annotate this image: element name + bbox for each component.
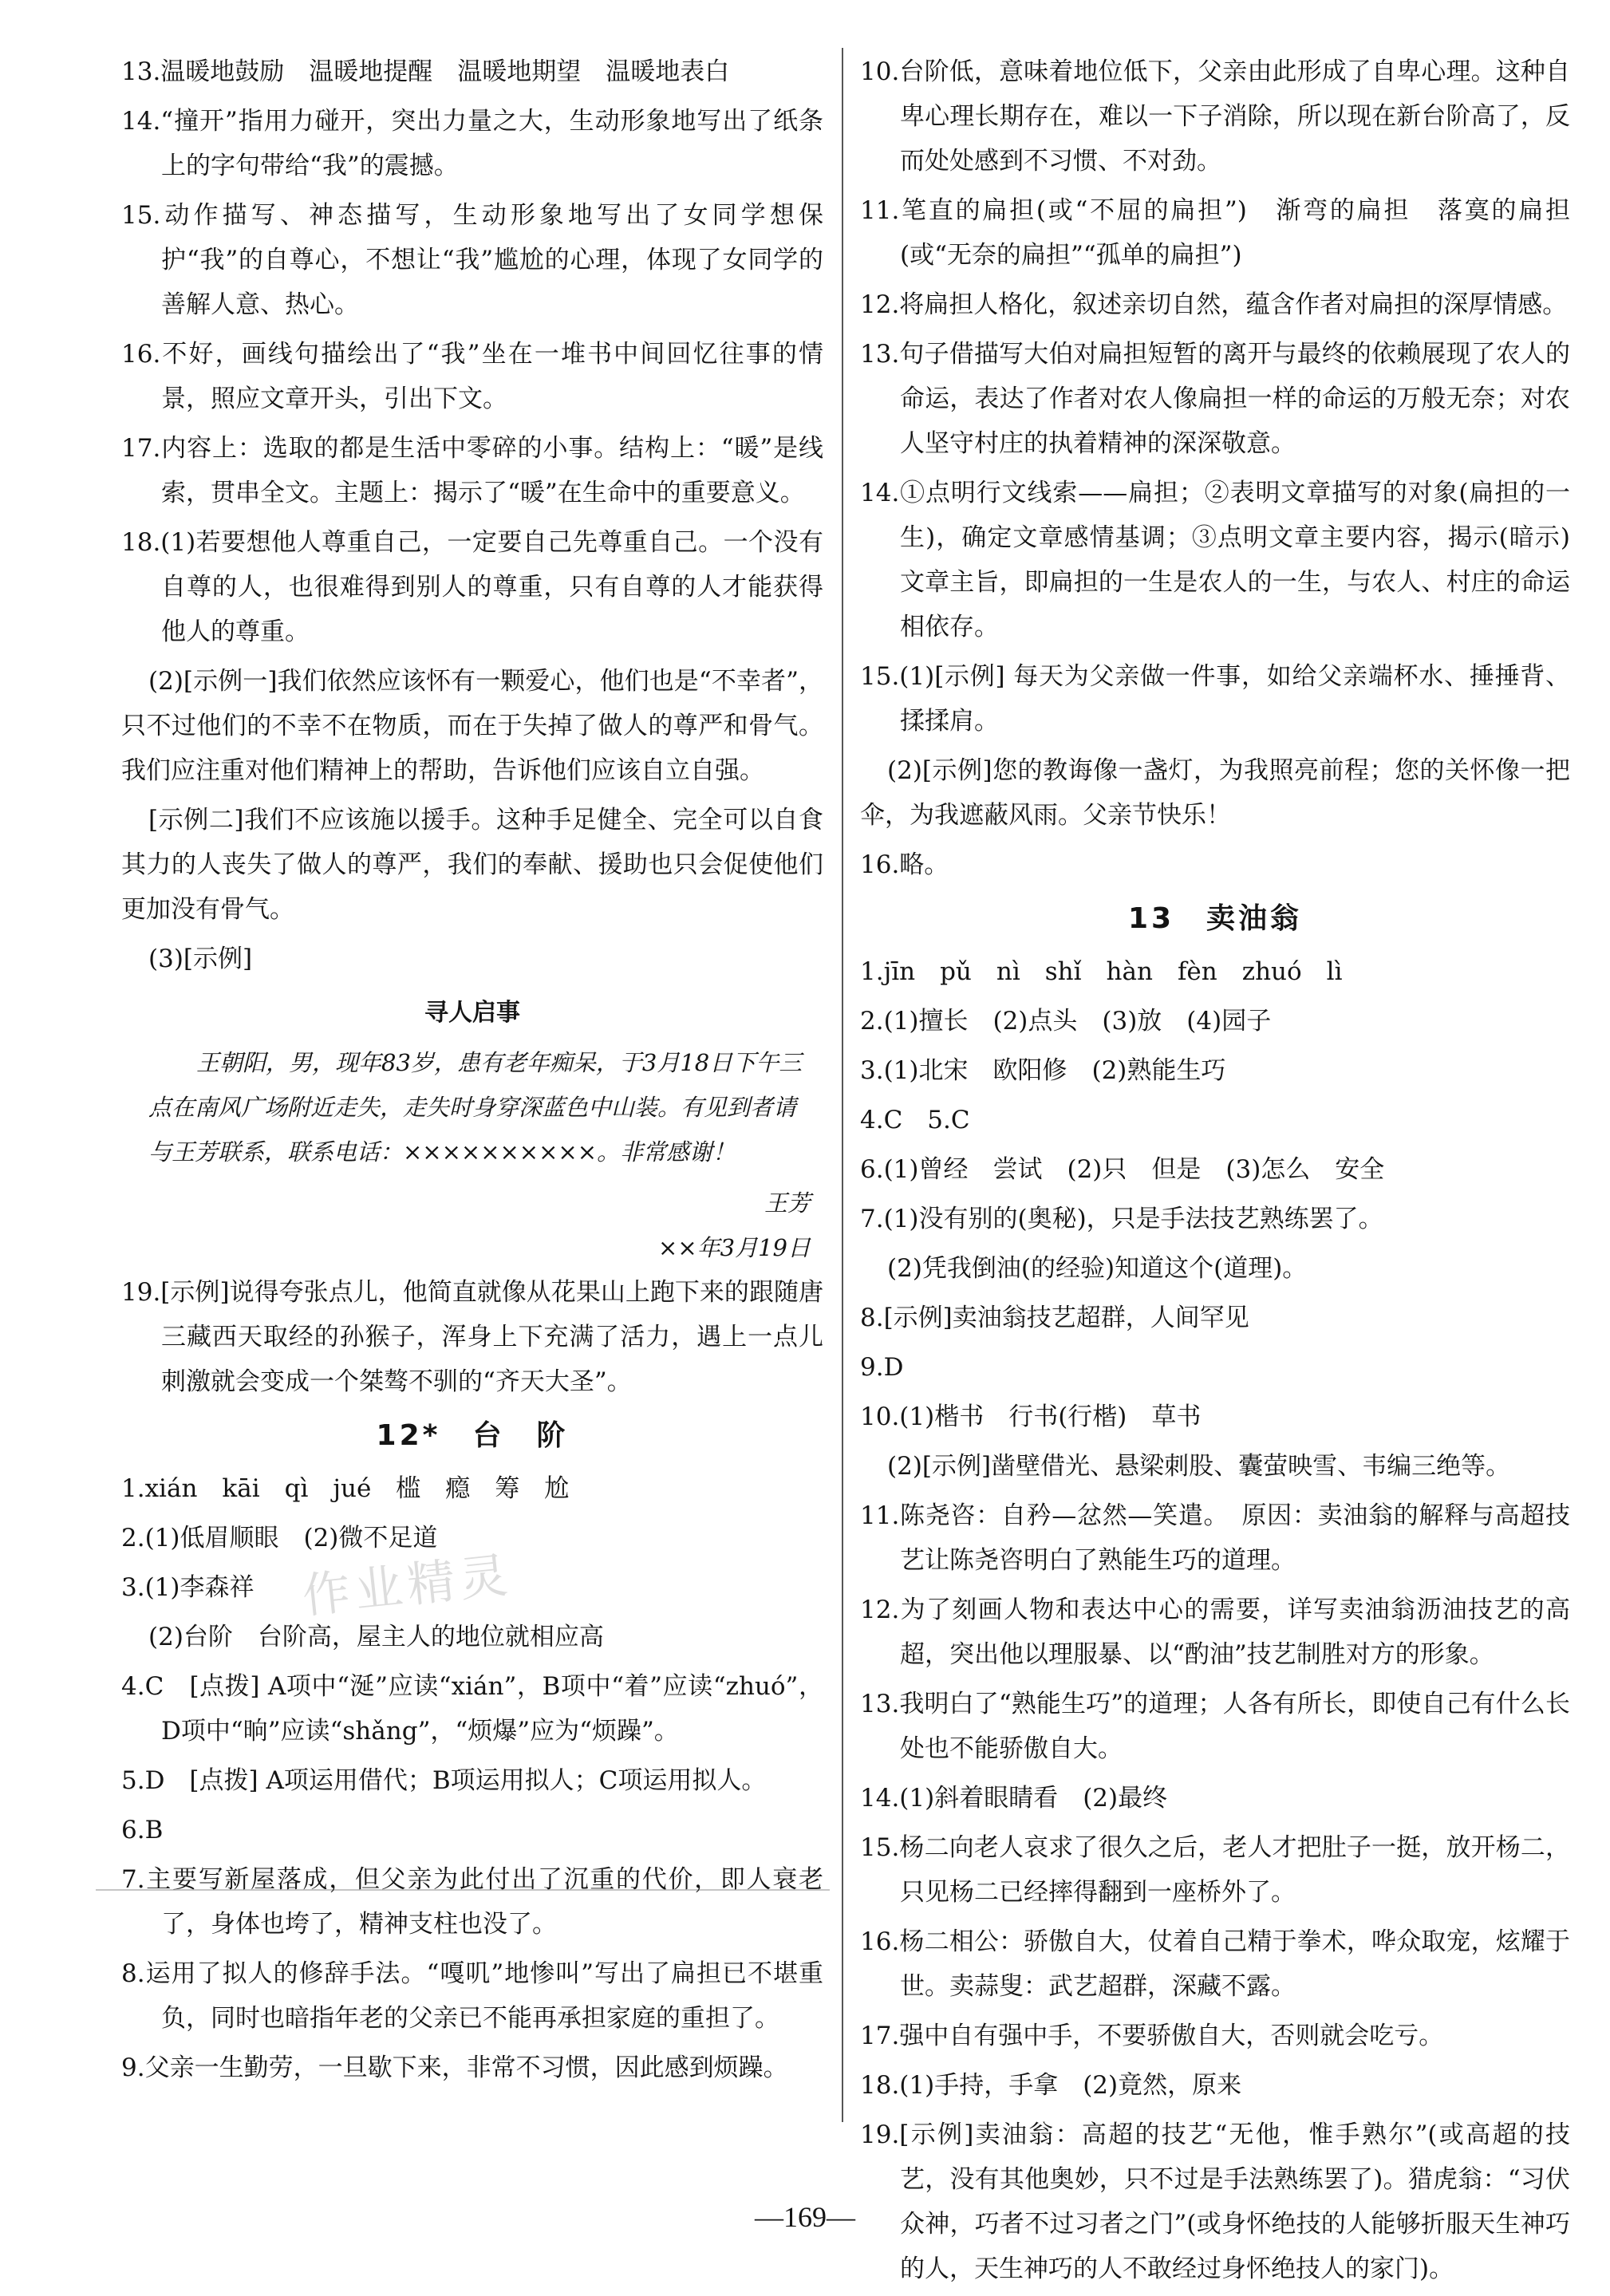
section-title: 12* 台 阶: [376, 1419, 569, 1452]
answer-item: 9.D: [860, 1353, 904, 1382]
answer-item: 2.(1)低眉顺眼 (2)微不足道: [121, 1524, 438, 1552]
answer-item: 16.不好，画线句描绘出了“我”坐在一堆书中间回忆往事的情景，照应文章开头，引出下文。: [121, 340, 823, 413]
answer-item: 6.(1)曾经 尝试 (2)只 但是 (3)怎么 安全: [860, 1155, 1385, 1184]
answer-item: 11.陈尧咨：自矜—忿然—笑遣。 原因：卖油翁的解释与高超技艺让陈尧咨明白了熟能生巧的道理。: [860, 1501, 1570, 1575]
answer-item: 12.为了刻画人物和表达中心的需要，详写卖油翁沥油技艺的高超，突出他以理服暴、以“酌油”技艺制胜对方的形象。: [860, 1596, 1570, 1669]
answer-item: 7.主要写新屋落成，但父亲为此付出了沉重的代价，即人衰老了，身体也垮了，精神支柱也没了。: [121, 1865, 823, 1939]
answer-subitem: (2)[示例一]我们依然应该怀有一颗爱心，他们也是“不幸者”，只不过他们的不幸不在物质，而在于失掉了做人的尊严和骨气。我们应注重对他们精神上的帮助，告诉他们应该自立自强。: [121, 667, 823, 785]
notice-date: ××年3月19日: [658, 1234, 811, 1261]
answer-item: 3.(1)北宋 欧阳修 (2)熟能生巧: [860, 1056, 1226, 1085]
answer-subitem: (2)[示例]您的教诲像一盏灯，为我照亮前程；您的关怀像一把伞，为我遮蔽风雨。父亲节快乐！: [860, 756, 1570, 830]
notice-signer: 王芳: [764, 1189, 811, 1217]
answer-subitem: (2)凭我倒油(的经验)知道这个(道理)。: [887, 1254, 1308, 1283]
answer-item: 8.运用了拟人的修辞手法。“嘎叽”地惨叫”写出了扁担已不堪重负，同时也暗指年老的父亲已不能再承担家庭的重担了。: [121, 1959, 823, 2033]
answer-item: 19.[示例]卖油翁：高超的技艺“无他，惟手熟尔”(或高超的技艺，没有其他奥妙，只不过是手法熟练罢了)。猎虎翁：“习伏众神，巧者不过习者之门”(或身怀绝技的人能够折服天生神巧的人，天生神巧的人不敢经过身怀绝技人的家门)。: [860, 2120, 1570, 2283]
answer-item: 15.动作描写、神态描写，生动形象地写出了女同学想保护“我”的自尊心，不想让“我”尴尬的心理，体现了女同学的善解人意、热心。: [121, 201, 823, 319]
answer-item: 13.句子借描写大伯对扁担短暂的离开与最终的依赖展现了农人的命运，表达了作者对农人像扁担一样的命运的万般无奈；对农人坚守村庄的执着精神的深深敬意。: [860, 340, 1570, 458]
right-column: [860, 49, 1570, 2296]
answer-item: 8.[示例]卖油翁技艺超群，人间罕见: [860, 1304, 1249, 1332]
answer-item: 11.笔直的扁担(或“不屈的扁担”) 渐弯的扁担 落寞的扁担(或“无奈的扁担”“孤单的扁担”): [860, 196, 1570, 270]
answer-item: 16.略。: [860, 850, 949, 879]
answer-item: 13.我明白了“熟能生巧”的道理；人各有所长，即使自己有什么长处也不能骄傲自大。: [860, 1690, 1570, 1763]
answer-item: 17.内容上：选取的都是生活中零碎的小事。结构上：“暖”是线索，贯串全文。主题上：揭示了“暖”在生命中的重要意义。: [121, 434, 823, 507]
answer-item: 14.①点明行文线索——扁担；②表明文章描写的对象(扁担的一生)，确定文章感情基调；③点明文章主要内容，揭示(暗示)文章主旨，即扁担的一生是农人的一生，与农人、村庄的命运相依存。: [860, 479, 1570, 641]
answer-item: 4.C 5.C: [860, 1106, 970, 1134]
answer-item: 10.(1)楷书 行书(行楷) 草书: [860, 1402, 1202, 1431]
left-column: [121, 49, 823, 2095]
answer-item: 14.“撞开”指用力碰开，突出力量之大，生动形象地写出了纸条上的字句带给“我”的震撼。: [121, 107, 823, 180]
answer-subitem: (3)[示例]: [148, 945, 253, 973]
section-title: 13 卖油翁: [1127, 902, 1303, 935]
answer-item: 12.将扁担人格化，叙述亲切自然，蕴含作者对扁担的深厚情感。: [860, 290, 1568, 319]
watermark: 作业精灵: [299, 1547, 515, 1625]
answer-item: 5.D [点拨] A项运用借代；B项运用拟人；C项运用拟人。: [121, 1766, 767, 1795]
page-number: —169—: [755, 2201, 855, 2233]
missing-person-notice: [121, 989, 823, 1270]
notice-title: 寻人启事: [424, 999, 520, 1027]
answer-item: 18.(1)手持，手拿 (2)竟然，原来: [860, 2071, 1242, 2100]
answer-subitem: (2)[示例]凿壁借光、悬梁刺股、囊萤映雪、韦编三绝等。: [887, 1452, 1511, 1481]
answer-item: 15.(1)[示例] 每天为父亲做一件事，如给父亲端杯水、捶捶背、揉揉肩。: [860, 662, 1570, 736]
answer-subitem: (2)台阶 台阶高，屋主人的地位就相应高: [148, 1623, 604, 1651]
answer-item: 19.[示例]说得夸张点儿，他简直就像从花果山上跑下来的跟随唐三藏西天取经的孙猴子，浑身上下充满了活力，遇上一点儿刺激就会变成一个桀骜不驯的“齐天大圣”。: [121, 1278, 823, 1396]
answer-item: 9.父亲一生勤劳，一旦歇下来，非常不习惯，因此感到烦躁。: [121, 2053, 788, 2082]
answer-item: 1.jīn pǔ nì shǐ hàn fèn zhuó lì: [860, 957, 1343, 986]
answer-item: 16.杨二相公：骄傲自大，仗着自己精于拳术，哗众取宠，炫耀于世。卖蒜叟：武艺超群，深藏不露。: [860, 1927, 1570, 2001]
answer-item: 4.C [点拨] A项中“涎”应读“xián”，B项中“着”应读“zhuó”，D项中“晌”应读“shǎng”，“烦爆”应为“烦躁”。: [121, 1672, 823, 1746]
column-divider: [842, 48, 843, 2122]
answer-item: 6.B: [121, 1816, 164, 1844]
notice-body: 王朝阳，男，现年83岁，患有老年痴呆，于3月18日下午三点在南风广场附近走失，走失时身穿深蓝色中山装。有见到者请与王芳联系，联系电话：××××××××××。非常感谢！: [148, 1049, 803, 1166]
answer-item: 10.台阶低，意味着地位低下，父亲由此形成了自卑心理。这种自卑心理长期存在，难以一下子消除，所以现在新台阶高了，反而处处感到不习惯、不对劲。: [860, 57, 1570, 176]
answer-item: 1.xián kāi qì jué 槛 瘾 筹 尬: [121, 1474, 570, 1503]
answer-item: 14.(1)斜着眼睛看 (2)最终: [860, 1784, 1168, 1813]
answer-item: 3.(1)李森祥: [121, 1573, 255, 1602]
answer-item: 2.(1)擅长 (2)点头 (3)放 (4)园子: [860, 1007, 1272, 1036]
answer-item: 7.(1)没有别的(奥秘)，只是手法技艺熟练罢了。: [860, 1205, 1383, 1233]
answer-item: 13.温暖地鼓励 温暖地提醒 温暖地期望 温暖地表白: [121, 57, 730, 86]
answer-item: 17.强中自有强中手，不要骄傲自大，否则就会吃亏。: [860, 2022, 1444, 2050]
answer-item: 15.杨二向老人哀求了很久之后，老人才把肚子一挺，放开杨二，只见杨二已经摔得翻到一座桥外了。: [860, 1833, 1570, 1907]
answer-subitem: [示例二]我们不应该施以援手。这种手足健全、完全可以自食其力的人丧失了做人的尊严，我们的奉献、援助也只会促使他们更加没有骨气。: [121, 806, 823, 924]
answer-item: 18.(1)若要想他人尊重自己，一定要自己先尊重自己。一个没有自尊的人，也很难得到别人的尊重，只有自尊的人才能获得他人的尊重。: [121, 528, 823, 646]
